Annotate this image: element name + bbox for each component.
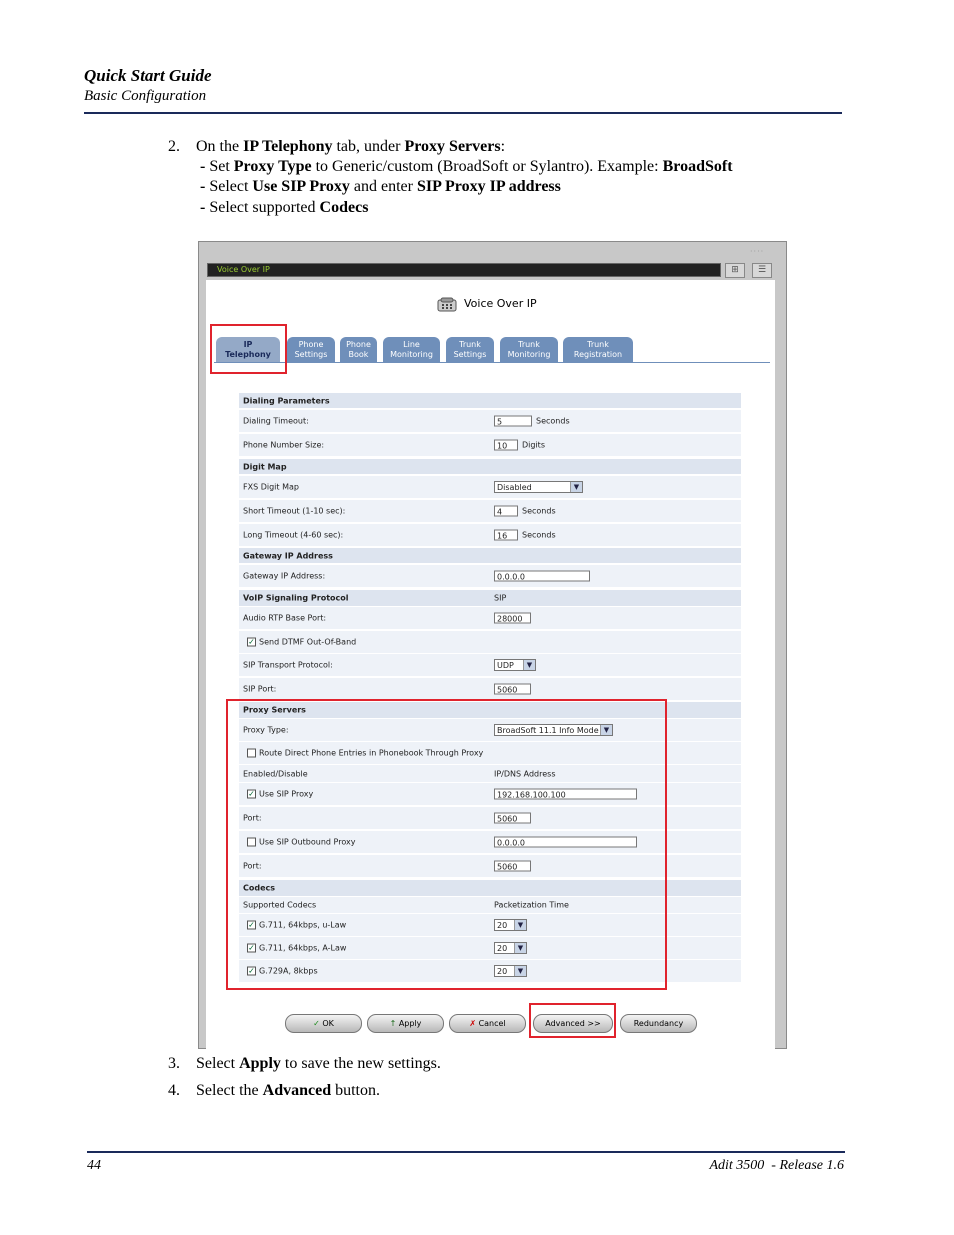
- codec-3-checkbox[interactable]: ✓: [248, 966, 255, 976]
- row-send-dtmf: ✓ Send DTMF Out-Of-Band: [239, 631, 741, 654]
- step-2-line-1: On the IP Telephony tab, under Proxy Servers:: [196, 138, 506, 155]
- long-timeout-input[interactable]: 16: [494, 530, 518, 541]
- chevron-down-icon: ▼: [514, 966, 526, 976]
- proxy-port-input[interactable]: 5060: [494, 813, 531, 824]
- row-sip-transport: SIP Transport Protocol: UDP ▼: [239, 654, 741, 677]
- phone-number-size-input[interactable]: 10: [494, 440, 518, 451]
- audio-rtp-input[interactable]: 28000: [494, 613, 531, 624]
- section-codecs: Codecs: [239, 880, 741, 897]
- outbound-port-input[interactable]: 5060: [494, 861, 531, 872]
- tab-line-monitoring[interactable]: Line Monitoring: [383, 337, 440, 362]
- row-dialing-timeout: Dialing Timeout: 5 Seconds: [239, 410, 741, 433]
- tab-phone-book[interactable]: Phone Book: [340, 337, 377, 362]
- dialing-timeout-input[interactable]: 5: [494, 416, 532, 427]
- row-codec-3: ✓ G.729A, 8kbps 20 ▼: [239, 960, 741, 983]
- tab-trunk-monitoring[interactable]: Trunk Monitoring: [500, 337, 558, 362]
- header-rule: [84, 112, 842, 114]
- step-2-line-3: - Select Use SIP Proxy and enter SIP Proxy IP address: [200, 178, 561, 195]
- highlight-advanced-button: [529, 1003, 616, 1038]
- tab-trunk-registration[interactable]: Trunk Registration: [563, 337, 633, 362]
- check-icon: ✓: [313, 1019, 323, 1028]
- row-gateway-ip-address: Gateway IP Address: 0.0.0.0: [239, 565, 741, 588]
- section-gateway-ip-address: Gateway IP Address: [239, 548, 741, 564]
- chevron-down-icon: ▼: [600, 725, 612, 735]
- chevron-down-icon: ▼: [514, 920, 526, 930]
- highlight-proxy-codecs: [226, 699, 667, 990]
- step-4-number: 4.: [168, 1082, 180, 1099]
- row-phone-number-size: Phone Number Size: 10 Digits: [239, 434, 741, 457]
- row-audio-rtp: Audio RTP Base Port: 28000: [239, 607, 741, 630]
- row-fxs-digit-map: FXS Digit Map Disabled ▼: [239, 476, 741, 499]
- sip-proxy-ip-input[interactable]: 192.168.100.100: [494, 789, 637, 800]
- row-route-direct: Route Direct Phone Entries in Phonebook Through Proxy: [239, 742, 741, 765]
- short-timeout-input[interactable]: 4: [494, 506, 518, 517]
- step-2-number: 2.: [168, 138, 180, 155]
- arrow-up-icon: ↑: [389, 1019, 399, 1028]
- row-outbound-port: Port: 5060: [239, 855, 741, 878]
- fxs-digit-map-select[interactable]: Disabled ▼: [494, 481, 583, 493]
- phone-icon: [436, 297, 458, 313]
- row-proxy-port: Port: 5060: [239, 807, 741, 830]
- row-codec-2: ✓ G.711, 64kbps, A-Law 20 ▼: [239, 937, 741, 960]
- codec-2-select[interactable]: 20 ▼: [494, 942, 527, 954]
- tab-divider: [214, 362, 770, 363]
- chevron-down-icon: ▼: [523, 660, 535, 670]
- list-icon[interactable]: ☰: [752, 263, 772, 278]
- section-proxy-servers: Proxy Servers: [239, 702, 741, 719]
- chevron-down-icon: ▼: [570, 482, 582, 492]
- gateway-ip-input[interactable]: 0.0.0.0: [494, 571, 590, 582]
- tab-phone-settings[interactable]: Phone Settings: [287, 337, 335, 362]
- redundancy-button[interactable]: Redundancy: [620, 1014, 697, 1033]
- codec-1-checkbox[interactable]: ✓: [248, 920, 255, 930]
- codec-3-select[interactable]: 20 ▼: [494, 965, 527, 977]
- guide-title: Quick Start Guide: [84, 66, 212, 85]
- tab-ip-telephony[interactable]: IP Telephony: [216, 337, 280, 362]
- step-3-text: Select Apply to save the new settings.: [196, 1055, 441, 1072]
- window-titlebar: [207, 263, 721, 277]
- row-codecs-header: Supported Codecs Packetization Time: [239, 897, 741, 914]
- step-4-text: Select the Advanced button.: [196, 1082, 380, 1099]
- tab-trunk-settings[interactable]: Trunk Settings: [446, 337, 494, 362]
- proxy-type-select[interactable]: BroadSoft 11.1 Info Mode ▼: [494, 724, 613, 736]
- section-dialing-parameters: Dialing Parameters: [239, 393, 741, 409]
- advanced-button[interactable]: Advanced >>: [533, 1014, 613, 1033]
- window-grip-icon: ····: [750, 247, 765, 256]
- footer-product: Adit 3500 - Release 1.6: [709, 1158, 844, 1173]
- section-digit-map: Digit Map: [239, 459, 741, 475]
- guide-subtitle: Basic Configuration: [84, 88, 207, 104]
- sip-outbound-ip-input[interactable]: 0.0.0.0: [494, 837, 637, 848]
- step-3-number: 3.: [168, 1055, 180, 1072]
- cancel-button[interactable]: ✗ Cancel: [449, 1014, 526, 1033]
- page-number: 44: [87, 1158, 101, 1173]
- window-titlebar-text: Voice Over IP: [217, 265, 270, 274]
- row-codec-1: ✓ G.711, 64kbps, u-Law 20 ▼: [239, 914, 741, 937]
- step-2-line-4: - Select supported Codecs: [200, 199, 369, 216]
- highlight-ip-telephony-tab: [210, 324, 287, 374]
- section-voip-signaling: VoIP Signaling Protocol SIP: [239, 590, 741, 607]
- row-sip-port: SIP Port: 5060: [239, 678, 741, 701]
- sip-transport-select[interactable]: UDP ▼: [494, 659, 536, 671]
- row-short-timeout: Short Timeout (1-10 sec): 4 Seconds: [239, 500, 741, 523]
- row-proxy-header: Enabled/Disable IP/DNS Address: [239, 765, 741, 783]
- chevron-down-icon: ▼: [514, 943, 526, 953]
- codec-2-checkbox[interactable]: ✓: [248, 943, 255, 953]
- step-2-line-2: - Set Proxy Type to Generic/custom (BroadSoft or Sylantro). Example: BroadSoft: [200, 158, 733, 175]
- sip-port-input[interactable]: 5060: [494, 684, 531, 695]
- send-dtmf-checkbox[interactable]: ✓: [248, 637, 255, 647]
- row-use-sip-proxy: ✓ Use SIP Proxy 192.168.100.100: [239, 783, 741, 806]
- row-long-timeout: Long Timeout (4-60 sec): 16 Seconds: [239, 524, 741, 547]
- ok-button[interactable]: ✓ OK: [285, 1014, 362, 1033]
- row-use-sip-outbound: Use SIP Outbound Proxy 0.0.0.0: [239, 831, 741, 854]
- page-title: Voice Over IP: [464, 297, 537, 310]
- footer-rule: [87, 1151, 845, 1153]
- x-icon: ✗: [469, 1019, 479, 1028]
- apply-button[interactable]: ↑ Apply: [367, 1014, 444, 1033]
- sitemap-icon[interactable]: ⊞: [725, 263, 745, 278]
- use-sip-proxy-checkbox[interactable]: ✓: [248, 789, 255, 799]
- row-proxy-type: Proxy Type: BroadSoft 11.1 Info Mode ▼: [239, 719, 741, 742]
- codec-1-select[interactable]: 20 ▼: [494, 919, 527, 931]
